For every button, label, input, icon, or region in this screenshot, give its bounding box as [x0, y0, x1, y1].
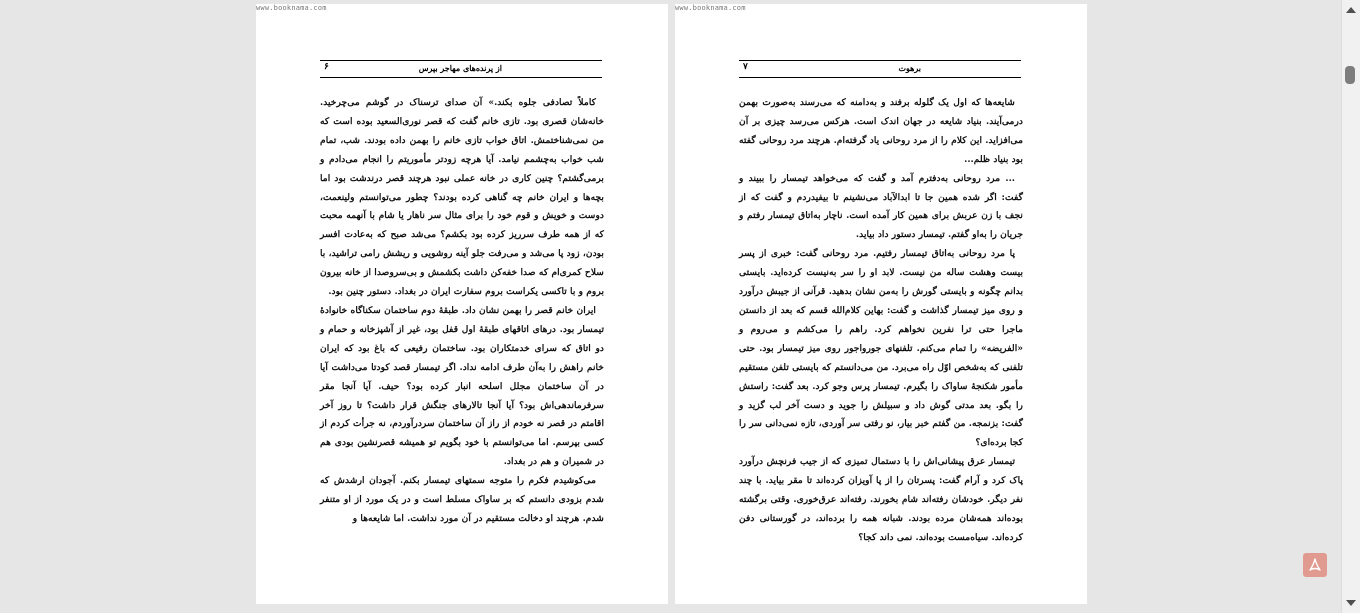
- header-rule-bottom: [739, 77, 1021, 78]
- header-rule-top: [739, 60, 1021, 61]
- running-title: از پرنده‌های مهاجر بپرس: [418, 63, 502, 73]
- page-body-text: [739, 94, 1023, 548]
- page-body-text: [320, 94, 604, 529]
- scrollbar-thumb[interactable]: [1345, 66, 1355, 84]
- page-header: [739, 60, 1021, 78]
- header-rule-bottom: [320, 77, 602, 78]
- paragraph: ایران خانم قصر را بهمن نشان داد. طبقهٔ دوم ساختمان سکناگاه خانوادهٔ تیمسار بود. درهای اتاقهای طبقهٔ اول قفل بود، غیر از آشپزخانه و حمام و دو اتاق که سرای خدمتکاران بود. ساختمان رفیعی که باغ بود که ایران خانم راهش را به‌آن طرف ادامه نداد. اگر تیمسار قصد کودتا می‌داشت آیا در آن ساختمان مجلل اسلحه انبار کرده بود؟ حیف. آیا آنجا مقر سرفرماندهی‌اش بود؟ آیا آنجا تالارهای جنگش قرار داشت؟ تا روز آخر اقامتم در قصر نه خودم از راز آن ساختمان سردرآوردم، نه جرأت کردم از کسی بپرسم. اما می‌توانستم با خود بگویم تو همیشه قصرنشین بودی هم در شمیران و هم در بغداد.: [320, 304, 604, 468]
- page-number: ۷: [743, 62, 748, 72]
- paragraph: کاملاً تصادفی جلوه بکند.» آن صدای ترسناک در گوشم می‌چرخید. خانه‌شان قصری بود. تازی خانم گفت که قصر نوری‌السعید بوده است که من نمی‌شناختمش. اتاق خواب تازی خانم را بهمن داده بودند. شب، تمام شب خواب به‌چشمم نیامد. آیا هرچه زودتر مأموریتم را انجام می‌دادم و برمی‌گشتم؟ چنین کاری در خانه عملی نبود هرچند قصر درندشت بود اما بچه‌ها و ایران خانم چه گناهی کرده بودند؟ چطور می‌توانستم ولینعمت، دوست و خویش و قوم خود را برای مثال سر ناهار یا شام با آنهمه محبت که از همه طرف سرریز کرده بود بکشم؟ می‌شد صبح که به‌عادت افسر بودن، زود پا می‌شد و می‌رفت جلو آینه روشویی و ریشش رامی تراشید، با سلاح کمری‌ام که صدا خفه‌کن داشت بکشمش و بی‌سروصدا از خانه بیرون بروم و با تاکسی یکراست بروم سفارت ایران در بغداد. دستور چنین بود.: [320, 97, 604, 298]
- watermark: www.booknama.com: [256, 4, 327, 12]
- paragraph: شایعه‌ها که اول یک گلوله برفند و به‌دامنه که می‌رسند به‌صورت بهمن درمی‌آیند. بنیاد شایعه در جهان اندک است. هرکس می‌رسد چیزی بر آن می‌افزاید. این کلام را از مرد روحانی یاد گرفته‌ام. هرچند مرد روحانی گفته بود بنیاد ظلم...: [739, 97, 1023, 165]
- scroll-up-arrow-icon[interactable]: [1346, 7, 1356, 13]
- vertical-scrollbar[interactable]: [1341, 0, 1360, 613]
- page-number: ۶: [324, 62, 329, 72]
- book-page-7: [675, 4, 1087, 604]
- paragraph: می‌کوشیدم فکرم را متوجه سمتهای تیمسار بکنم. آجودان ارشدش که شدم بزودی دانستم که بر ساواک مسلط است و در یک مورد از او متنفر شدم. هرچند او دخالت مستقیم در آن مورد نداشت. اما شایعه‌ها و: [320, 475, 604, 524]
- scroll-down-arrow-icon[interactable]: [1346, 600, 1356, 606]
- watermark: www.booknama.com: [675, 4, 746, 12]
- header-rule-top: [320, 60, 602, 61]
- paragraph: تیمسار عرق پیشانی‌اش را با دستمال تمیزی که از جیب فرنچش درآورد پاک کرد و آرام گفت: پسرتان را از پا آویزان کرده‌اند تا مقر بیاید. با چند نفر دیگر. خودشان رفته‌اند شام بخورند. رفته‌اند عرق‌خوری. وقتی برگشته بوده‌اند همه‌شان مرده بودند. شبانه همه را برده‌اند، در گورستانی دفن کرده‌اند. سیاه‌مست بوده‌اند. نمی داند کجا؟: [739, 456, 1023, 543]
- book-page-6: [256, 4, 668, 604]
- paragraph: ... مرد روحانی به‌دفترم آمد و گفت که می‌خواهد تیمسار را ببیند و گفت: اگر شده همین جا تا ابدالآباد می‌نشینم تا بیفیدردم و گفت که از نجف با زن عربش برای همین کار آمده است. ناچار به‌اتاق تیمسار رفتم و جریان را به‌او گفتم. تیمسار دستور داد بیاید.: [739, 172, 1023, 241]
- pdf-download-button[interactable]: [1303, 553, 1327, 577]
- paragraph: پا مرد روحانی به‌اتاق تیمسار رفتیم. مرد روحانی گفت: خبری از پسر بیست وهشت ساله من نیست. لابد او را سر به‌نیست کرده‌اید. بایستی بدانم چگونه و بایستی گورش را به‌من نشان بدهید. قرآنی از جیبش درآورد و روی میز تیمسار گذاشت و گفت: بهاین کلام‌الله قسم که بعد از دانستن ماجرا حتی ترا نفرین نخواهم کرد. راهم را می‌کشم و می‌روم و «الفریضه» را تمام می‌کنم. تلفنهای جوروا‌جور روی میز تیمسار بود. حتی تلفنی که به‌شخص اوّل راه می‌برد. من می‌دانستم که بایستی تلفن مستقیم مأمور شکنجهٔ ساواک را بگیرم. تیمسار پرس وجو کرد. بعد گفت: راستش را بگو. بعد مدتی گوش داد و سبیلش را جوید و دست آخر لب گزید و گفت: بزنمجه. من گفتم خبر بیار، نو رفتی سر آوردی، تازه نمی‌دانی سر را کجا برده‌ای؟: [739, 248, 1023, 449]
- pdf-icon: [1307, 557, 1323, 573]
- running-title: برهوت: [898, 63, 921, 73]
- page-header: [320, 60, 602, 78]
